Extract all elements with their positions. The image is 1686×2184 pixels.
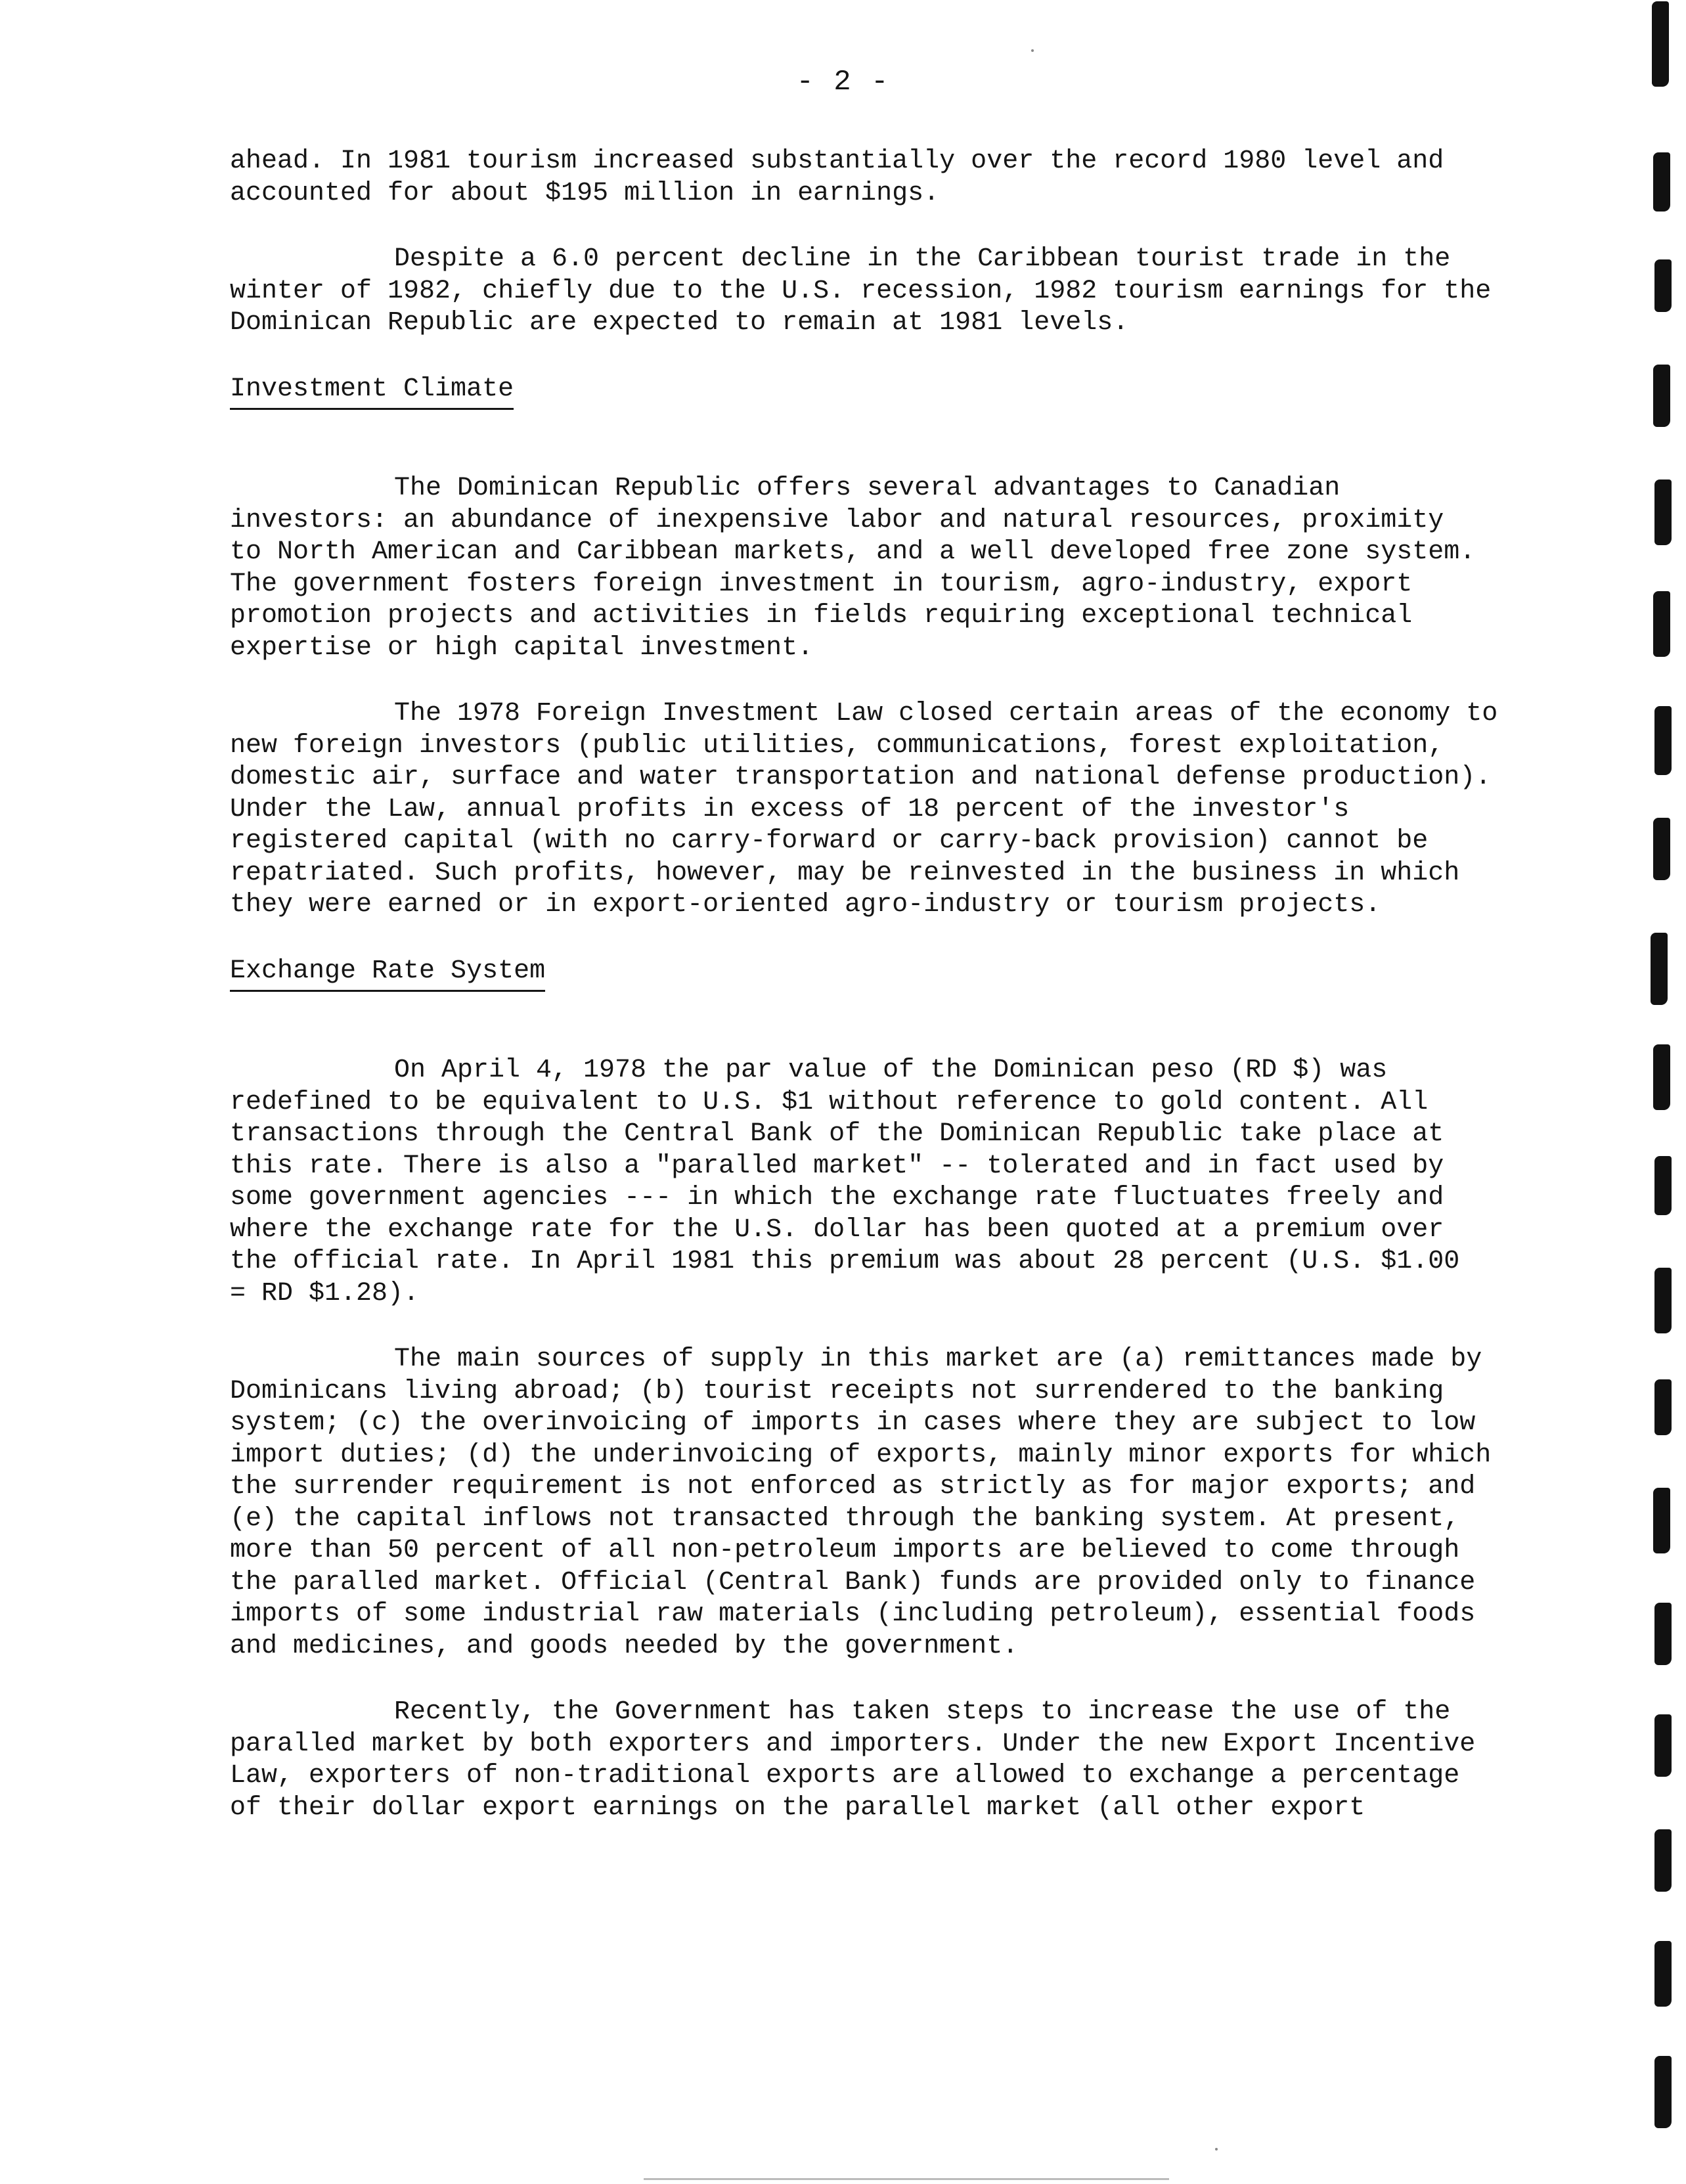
paragraph-investment-advantages: The Dominican Republic offers several advantages to Canadian investors: an abundance of inexpensive labor and natural resources, proximity to North American and Caribbean markets, and a well developed free zone system. The government fosters foreign investment in tourism, agro-industry, export promotion projects and activities in fields requiring exceptional technical expertise or high capital investment. (230, 474, 1476, 663)
binding-hole-marks (1640, 0, 1686, 2184)
paragraph-foreign-investment-law: The 1978 Foreign Investment Law closed certain areas of the economy to new foreign investors (public utilities, communications, forest exploitation, domestic air, surface and water transportation and national defense production). Under the Law, annual profits in excess of 18 percent of the investor's registered capital (with no carry-forward or carry-back provision) cannot be repatriated. Such profits, however, may be reinvested in the business in which they were earned or in export-oriented agro-industry or tourism projects. (230, 699, 1498, 920)
paragraph-tourism-1982: Despite a 6.0 percent decline in the Caribbean tourist trade in the winter of 1982, chiefly due to the U.S. recession, 1982 tourism earnings for the Dominican Republic are expected to remain at 1981 levels. (230, 244, 1492, 338)
scan-edge-line (644, 2178, 1169, 2180)
page-number: - 2 - (796, 66, 890, 99)
binding-mark (1654, 1941, 1672, 2007)
heading-exchange-rate-system: Exchange Rate System (230, 956, 545, 992)
binding-mark (1654, 259, 1672, 312)
binding-mark (1654, 1603, 1672, 1665)
binding-mark (1652, 1, 1669, 87)
scan-speck (1215, 2148, 1218, 2151)
binding-mark (1653, 818, 1670, 880)
binding-mark (1654, 2056, 1672, 2128)
paragraph-par-value: On April 4, 1978 the par value of the Dominican peso (RD $) was redefined to be equivalent to U.S. $1 without reference to gold content. All transactions through the Central Bank of the Dominican Republic take place at this rate. There is also a "paralled market" -- tolerated and in fact used by some government agencies --- in which the exchange rate fluctuates freely and where the exchange rate for the U.S. dollar has been quoted at a premium over the official rate. In April 1981 this premium was about 28 percent (U.S. $1.00 = RD $1.28). (230, 1056, 1460, 1308)
scan-speck (1031, 49, 1034, 52)
binding-mark (1654, 706, 1672, 775)
binding-mark (1653, 152, 1670, 212)
binding-mark (1654, 1714, 1672, 1777)
binding-mark (1654, 1156, 1672, 1215)
binding-mark (1653, 1488, 1670, 1553)
binding-mark (1654, 1379, 1672, 1435)
binding-mark (1654, 1268, 1672, 1333)
paragraph-export-incentive: Recently, the Government has taken steps to increase the use of the paralled market by both exporters and importers. Under the new Export Incentive Law, exporters of non-traditional exports are allowed to exchange a percentage of their dollar export earnings on the parallel market (all other export (230, 1697, 1476, 1823)
binding-mark (1653, 1044, 1670, 1110)
document-body (230, 146, 1530, 1858)
binding-mark (1654, 479, 1672, 545)
paragraph-tourism-1981: ahead. In 1981 tourism increased substantially over the record 1980 level and accounted for about $195 million in earnings. (230, 146, 1444, 208)
paragraph-supply-sources: The main sources of supply in this market are (a) remittances made by Dominicans living abroad; (b) tourist receipts not surrendered to the banking system; (c) the overinvoicing of imports in cases where they are subject to low import duties; (d) the underinvoicing of exports, mainly minor exports for which the surrender requirement is not enforced as strictly as for major exports; and (e) the capital inflows not transacted through the banking system. At present, more than 50 percent of all non-petroleum imports are believed to come through the paralled market. Official (Central Bank) funds are provided only to finance imports of some industrial raw materials (including petroleum), essential foods and medicines, and goods needed by the government. (230, 1345, 1492, 1661)
binding-mark (1651, 933, 1668, 1005)
binding-mark (1653, 591, 1670, 657)
binding-mark (1653, 365, 1670, 427)
binding-mark (1654, 1829, 1672, 1892)
heading-investment-climate: Investment Climate (230, 374, 514, 411)
